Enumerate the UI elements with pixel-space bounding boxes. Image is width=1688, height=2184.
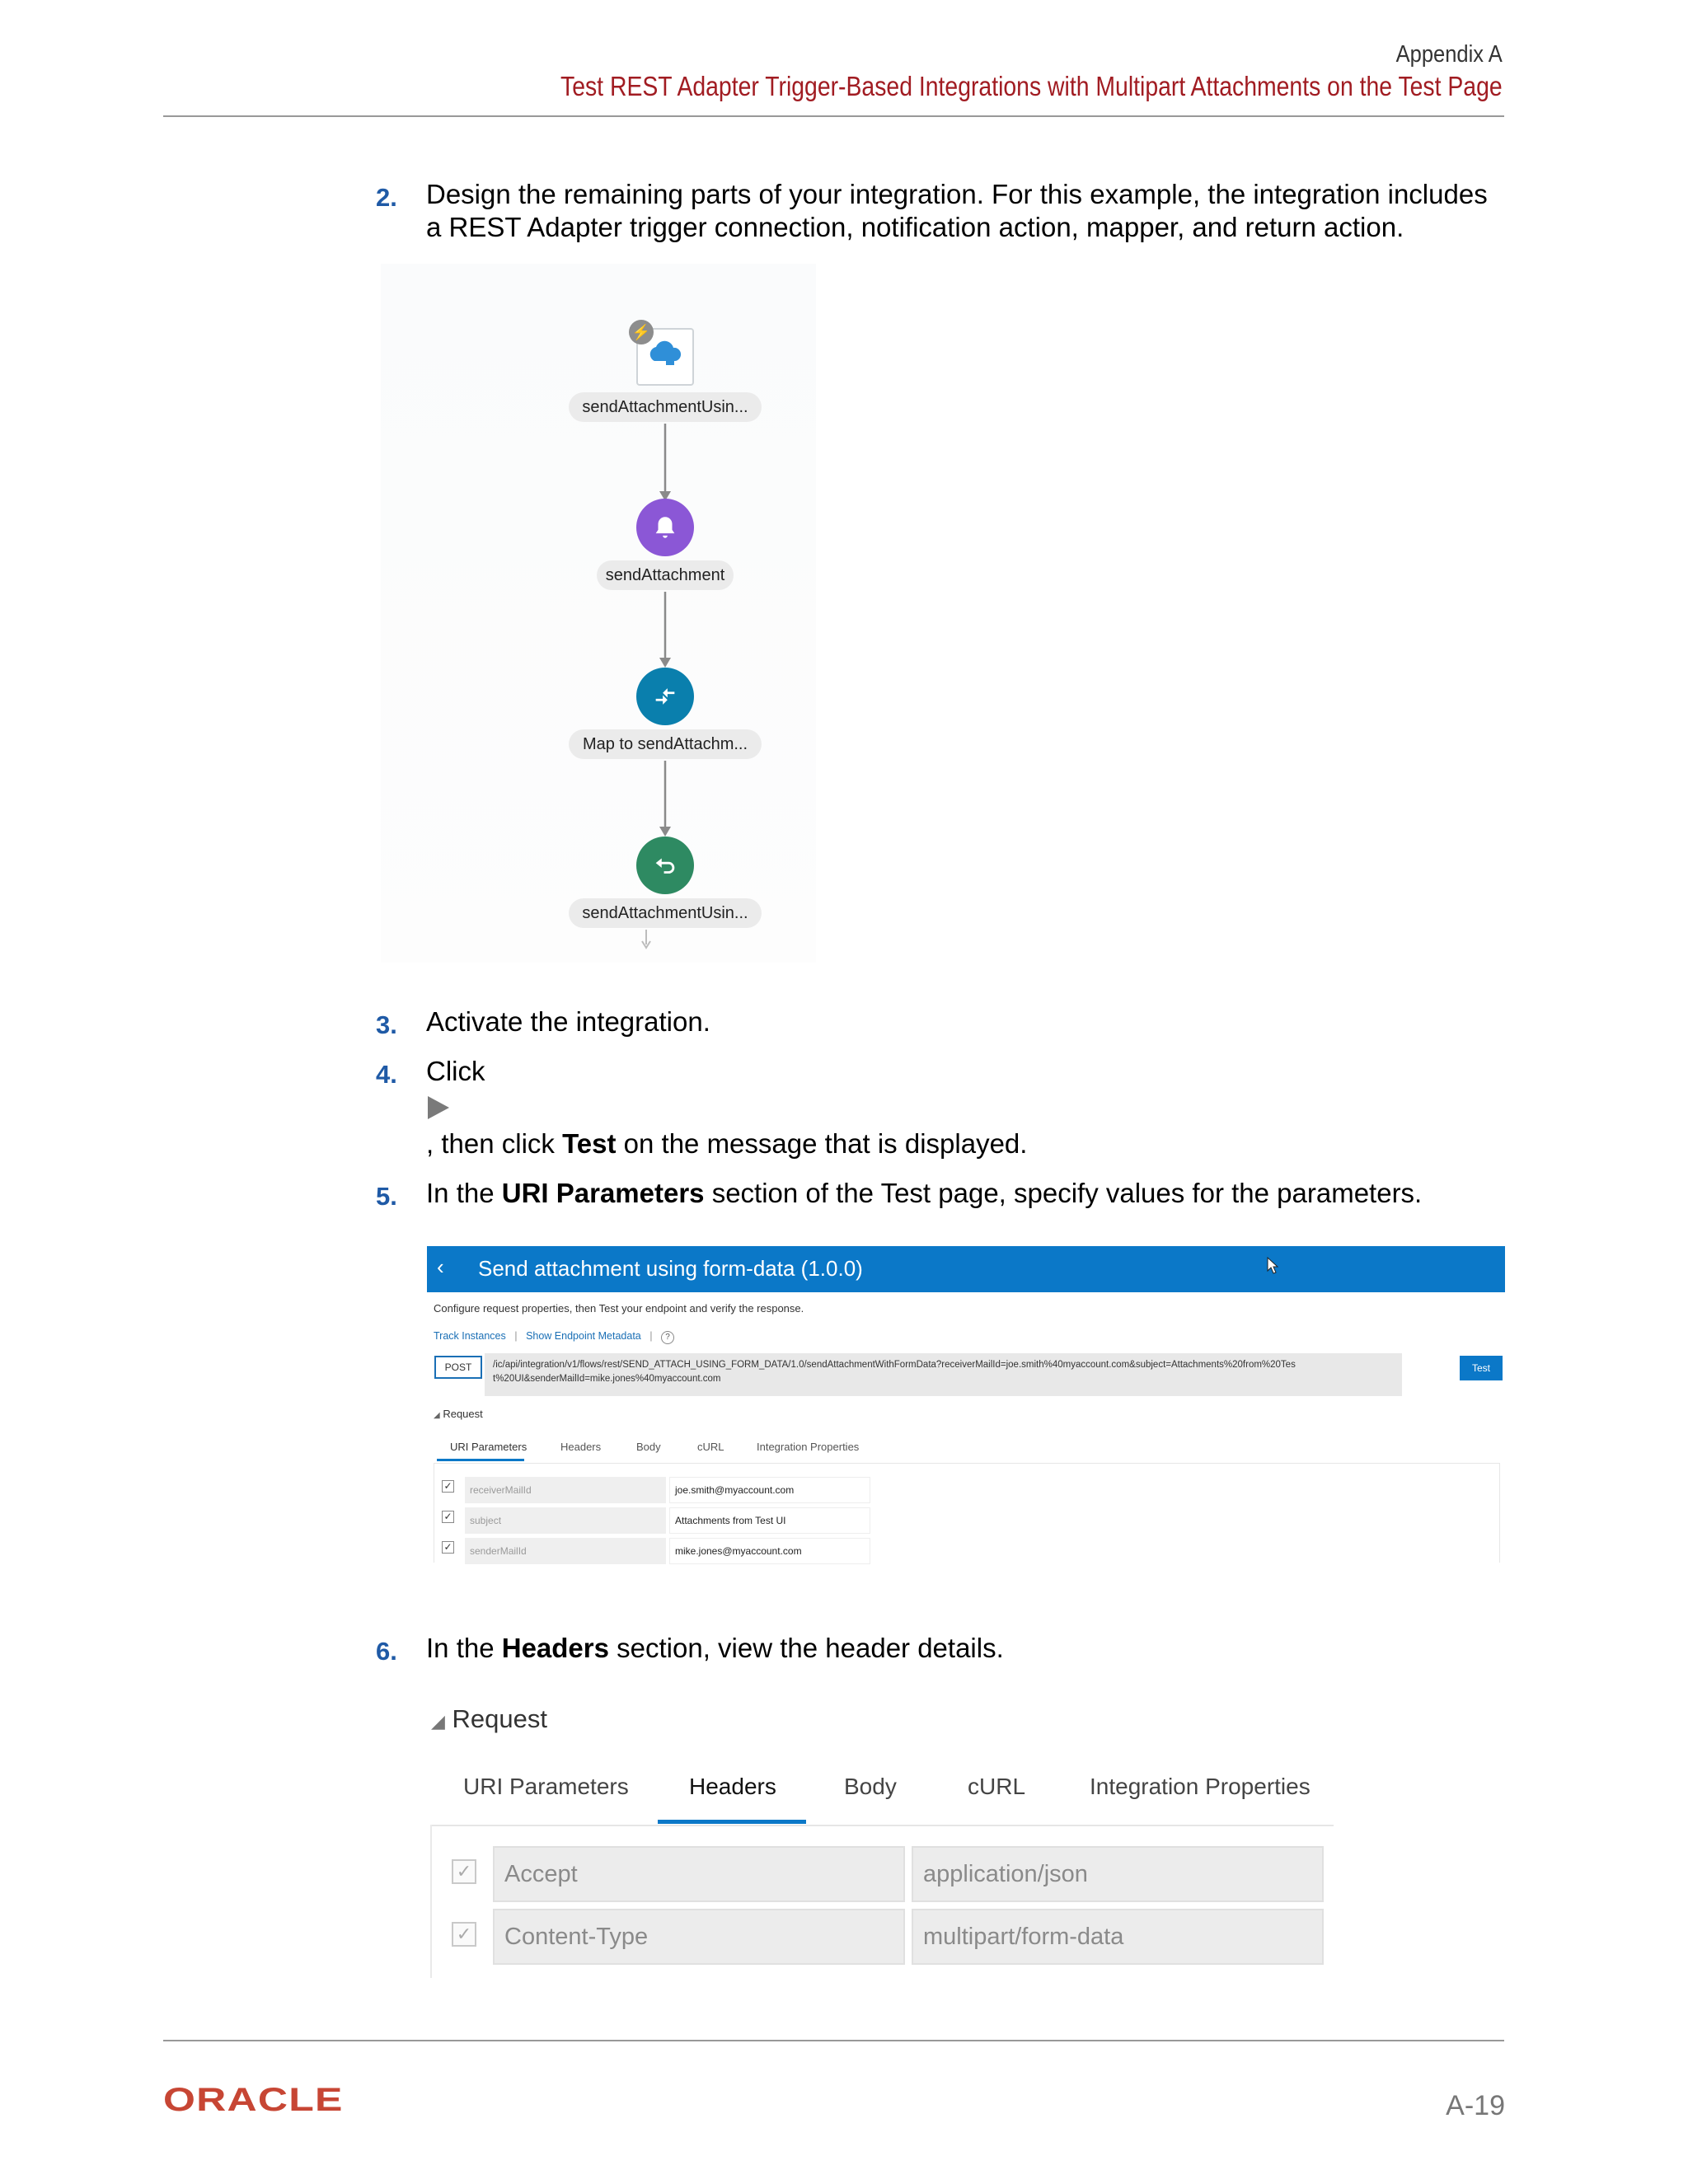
header-rule (163, 115, 1504, 117)
step-4-text: , then click Test on the message that is displayed. (426, 1128, 1028, 1159)
panel-border (430, 1825, 432, 1978)
appendix-label: Appendix A (1395, 41, 1503, 68)
request-section-toggle[interactable] (431, 1704, 547, 1734)
mapper-node[interactable] (636, 668, 694, 725)
test-page-banner (427, 1246, 1505, 1292)
header-checkbox[interactable]: ✓ (452, 1922, 476, 1947)
step-5-text: In the URI Parameters section of the Test page, specify values for the parameters. (426, 1178, 1423, 1208)
tab-body[interactable]: Body (844, 1774, 897, 1799)
notification-node-label: sendAttachment (597, 560, 734, 590)
bell-icon (651, 513, 679, 541)
header-checkbox[interactable]: ✓ (452, 1859, 476, 1884)
header-name-field: Accept (493, 1846, 905, 1902)
step-6-text: In the Headers section, view the header details. (426, 1633, 1004, 1663)
tab-curl[interactable]: cURL (968, 1774, 1026, 1799)
test-button[interactable]: Test (1460, 1356, 1503, 1380)
endpoint-url-line-1: /ic/api/integration/v1/flows/rest/SEND_ATTACH_USING_FORM_DATA/1.0/sendAttachmentWithFormData?receiverMailId=joe.smith%40myaccount.com&subject=Attachments%20from%20Tes (493, 1360, 1296, 1370)
param-value-field[interactable]: mike.jones@myaccount.com (669, 1538, 870, 1564)
footer-rule (163, 2040, 1504, 2041)
flow-connectors (381, 264, 816, 963)
collapse-triangle-icon: ◢ (431, 1711, 445, 1732)
step-6-number: 6. (376, 1637, 397, 1666)
request-label: Request (443, 1408, 483, 1420)
collapse-triangle-icon: ◢ (434, 1411, 440, 1420)
request-section-toggle[interactable] (434, 1408, 483, 1420)
tab-body[interactable]: Body (636, 1441, 661, 1453)
param-name-field: receiverMailId (465, 1477, 666, 1503)
test-page-links (434, 1329, 674, 1344)
http-method-select[interactable]: POST (434, 1356, 482, 1379)
step-4-click: Click (426, 1056, 485, 1086)
help-icon[interactable]: ? (661, 1331, 674, 1344)
tab-uri-parameters[interactable]: URI Parameters (463, 1774, 629, 1799)
trigger-badge-icon: ⚡ (629, 320, 654, 344)
map-arrows-icon (651, 682, 679, 710)
step-2-number: 2. (376, 183, 397, 212)
param-value-field[interactable]: Attachments from Test UI (669, 1507, 870, 1534)
chapter-title: Test REST Adapter Trigger-Based Integrations with Multipart Attachments on the Test Page (560, 71, 1503, 101)
param-checkbox[interactable]: ✓ (442, 1480, 454, 1493)
tab-headers[interactable]: Headers (560, 1441, 602, 1453)
step-4-number: 4. (376, 1060, 397, 1089)
show-endpoint-metadata-link[interactable]: Show Endpoint Metadata (526, 1330, 641, 1342)
tab-integration-properties[interactable]: Integration Properties (1090, 1774, 1311, 1799)
tab-integration-properties[interactable]: Integration Properties (757, 1441, 860, 1453)
test-page-title: Send attachment using form-data (1.0.0) (478, 1256, 863, 1281)
tab-curl[interactable]: cURL (697, 1441, 724, 1453)
request-label: Request (452, 1704, 548, 1733)
param-value-field[interactable]: joe.smith@myaccount.com (669, 1477, 870, 1503)
endpoint-url-line-2: t%20UI&senderMailId=mike.jones%40myaccount.com (493, 1374, 721, 1384)
active-tab-indicator (658, 1820, 806, 1824)
headers-screenshot (429, 1698, 1335, 1978)
return-icon (651, 851, 679, 879)
param-name-field: subject (465, 1507, 666, 1534)
oracle-logo: ORACLE (163, 2082, 344, 2118)
cursor-icon (1266, 1256, 1279, 1276)
test-page-screenshot (427, 1246, 1505, 1576)
param-name-field: senderMailId (465, 1538, 666, 1564)
tab-uri-parameters[interactable]: URI Parameters (450, 1441, 528, 1453)
tab-headers[interactable]: Headers (689, 1774, 776, 1799)
param-checkbox[interactable]: ✓ (442, 1511, 454, 1523)
step-2-text: Design the remaining parts of your integration. For this example, the integration includes a REST Adapter trigger connection, notification action, mapper, and return action. (426, 179, 1488, 242)
step-3-text: Activate the integration. (426, 1006, 710, 1037)
tabs-divider (430, 1825, 1334, 1826)
notification-node[interactable] (636, 499, 694, 556)
step-3-number: 3. (376, 1010, 397, 1039)
return-node-label: sendAttachmentUsin... (569, 898, 762, 928)
run-play-icon[interactable] (428, 1096, 449, 1119)
step-5-number: 5. (376, 1182, 397, 1211)
integration-flow-diagram (381, 264, 816, 963)
trigger-node-label: sendAttachmentUsin... (569, 392, 762, 422)
test-page-description: Configure request properties, then Test your endpoint and verify the response. (434, 1302, 804, 1315)
page-number: A-19 (1446, 2090, 1505, 2121)
active-tab-indicator (437, 1459, 524, 1461)
mapper-node-label: Map to sendAttachm... (569, 729, 762, 759)
return-node[interactable] (636, 837, 694, 894)
header-name-field: Content-Type (493, 1909, 905, 1965)
param-checkbox[interactable]: ✓ (442, 1541, 454, 1554)
link-divider: | (514, 1329, 518, 1342)
back-chevron-icon[interactable]: ‹ (437, 1254, 444, 1279)
endpoint-url-field[interactable] (485, 1353, 1402, 1396)
link-divider: | (649, 1329, 653, 1342)
track-instances-link[interactable]: Track Instances (434, 1330, 506, 1342)
header-value-field: multipart/form-data (912, 1909, 1324, 1965)
header-value-field: application/json (912, 1846, 1324, 1902)
